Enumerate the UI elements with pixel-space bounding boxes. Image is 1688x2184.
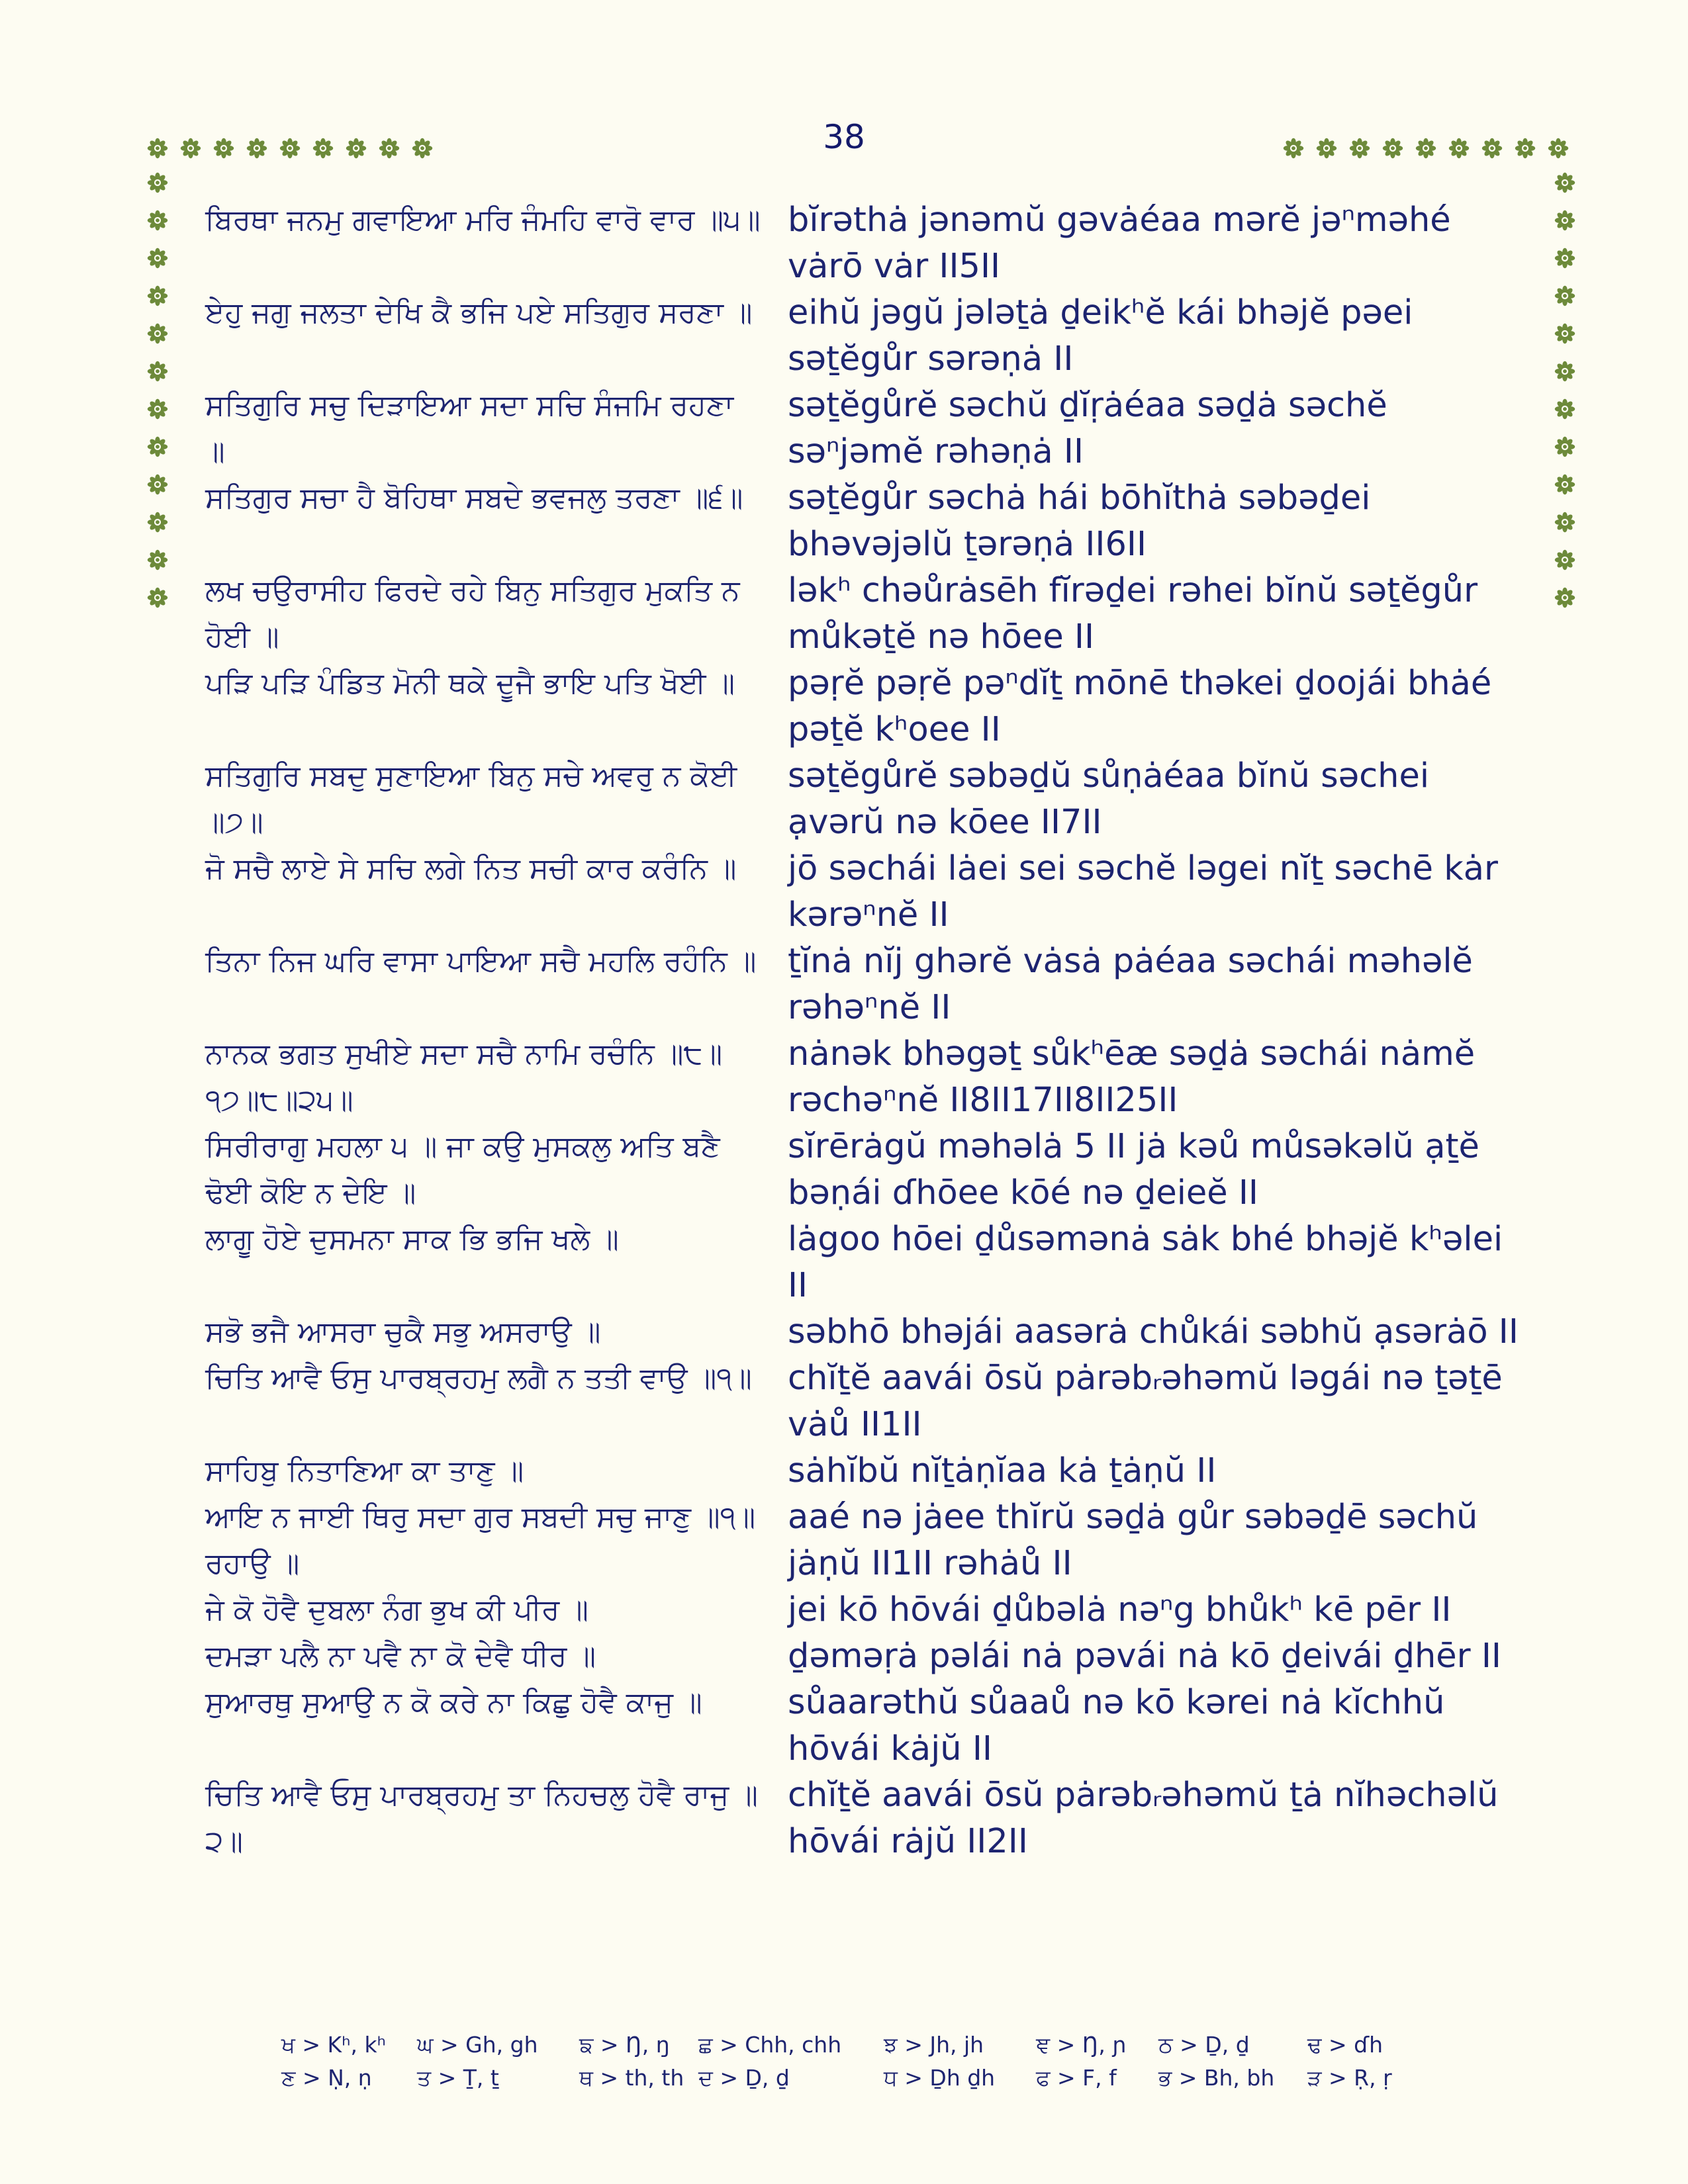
legend-entry: ਧ > Ḏh ḏh	[884, 2065, 996, 2091]
flower-ornament-icon	[1554, 323, 1575, 344]
gurmukhi-line: ਏਹੁ ਜਗੁ ਜਲਤਾ ਦੇਖਿ ਕੈ ਭਜਿ ਪਏ ਸਤਿਗੁਰ ਸਰਣਾ ॥	[205, 296, 753, 330]
flower-ornament-icon	[1548, 138, 1569, 159]
flower-ornament-icon	[1554, 210, 1575, 231]
gurmukhi-line: ਲਖ ਚਉਰਾਸੀਹ ਫਿਰਦੇ ਰਹੇ ਬਿਨੁ ਸਤਿਗੁਰ ਮੁਕਤਿ ਨ ਹੋਈ ॥	[205, 574, 740, 654]
transliteration-line: chĭṯĕ aavái ōsŭ pȧrəbᵣəhəmŭ ṯȧ nĭhəchəlŭ hōvái rȧjŭ II2II	[788, 1776, 1499, 1861]
gurmukhi-line: ਬਿਰਥਾ ਜਨਮੁ ਗਵਾਇਆ ਮਰਿ ਜੰਮਹਿ ਵਾਰੋ ਵਾਰ ॥੫॥	[205, 203, 761, 237]
transliteration-line: nȧnək bhəgəṯ sůkʰēæ səḏȧ səchái nȧmĕ rəchəⁿnĕ II8II17II8II25II	[788, 1034, 1476, 1120]
flower-ornament-icon	[147, 398, 168, 420]
transliteration-line: chĭṯĕ aavái ōsŭ pȧrəbᵣəhəmŭ ləgái nə ṯəṯē vȧů II1II	[788, 1359, 1503, 1444]
verse-row	[205, 383, 1523, 475]
gurmukhi-line: ਪੜਿ ਪੜਿ ਪੰਡਿਤ ਮੋਨੀ ਥਕੇ ਦੂਜੈ ਭਾਇ ਪਤਿ ਖੋਈ ॥	[205, 666, 735, 700]
verse-row	[205, 1031, 1523, 1124]
transliteration-line: səṯĕgůrĕ səchŭ ḏĭṛȧéaa səḏȧ səchĕ səⁿjəmĕ rəhəṇȧ II	[788, 386, 1387, 471]
gurmukhi-line: ਆਇ ਨ ਜਾਈ ਥਿਰੁ ਸਦਾ ਗੁਰ ਸਬਦੀ ਸਚੁ ਜਾਣੁ ॥੧॥ ਰਹਾਉ ॥	[205, 1500, 756, 1580]
ornament-border-top-right	[1283, 138, 1581, 161]
gurmukhi-line: ਨਾਨਕ ਭਗਤ ਸੁਖੀਏ ਸਦਾ ਸਚੈ ਨਾਮਿ ਰਚੰਨਿ ॥੮॥੧੭॥੮॥੨੫॥	[205, 1037, 723, 1117]
flower-ornament-icon	[312, 138, 334, 159]
ornament-border-right	[1554, 172, 1578, 625]
gurmukhi-line: ਸਤਿਗੁਰ ਸਚਾ ਹੈ ਬੋਹਿਥਾ ਸਬਦੇ ਭਵਜਲੁ ਤਰਣਾ ॥੬॥	[205, 481, 743, 515]
ornament-border-left	[147, 172, 171, 625]
verse-table	[205, 197, 1523, 1865]
transliteration-line: lȧgoo hōei ḏůsəmənȧ sȧk bhé bhəjĕ kʰəlei II	[788, 1220, 1503, 1305]
gurmukhi-line: ਸਭੋ ਭਜੈ ਆਸਰਾ ਚੁਕੈ ਸਭੁ ਅਸਰਾਉ ॥	[205, 1315, 601, 1349]
verse-row	[205, 475, 1523, 568]
gurmukhi-line: ਤਿਨਾ ਨਿਜ ਘਰਿ ਵਾਸਾ ਪਾਇਆ ਸਚੈ ਮਹਲਿ ਰਹੰਨਿ ॥	[205, 944, 757, 978]
flower-ornament-icon	[147, 587, 168, 608]
flower-ornament-icon	[147, 549, 168, 570]
flower-ornament-icon	[279, 138, 301, 159]
legend-entry: ਣ > Ṇ, ṇ	[281, 2065, 372, 2091]
verse-row	[205, 938, 1523, 1031]
page-number: 38	[823, 118, 865, 156]
legend-entry: ਞ > Ŋ, ɲ	[1036, 2032, 1127, 2058]
legend-row	[281, 2065, 1407, 2098]
verse-row	[205, 1772, 1523, 1865]
legend-entry: ਛ > Chh, chh	[698, 2032, 842, 2058]
transliteration-line: səṯĕgůrĕ səbəḏŭ sůṇȧéaa bĭnŭ səchei ạvərŭ nə kōee II7II	[788, 756, 1429, 842]
gurmukhi-line: ਜੋ ਸਚੈ ਲਾਏ ਸੇ ਸਚਿ ਲਗੇ ਨਿਤ ਸਚੀ ਕਾਰ ਕਰੰਨਿ ॥	[205, 852, 737, 886]
verse-row	[205, 1216, 1523, 1309]
flower-ornament-icon	[1415, 138, 1436, 159]
flower-ornament-icon	[1554, 398, 1575, 420]
transliteration-line: sȧhĭbŭ nĭṯȧṇĭaa kȧ ṯȧṇŭ II	[788, 1451, 1217, 1490]
flower-ornament-icon	[147, 436, 168, 457]
transliteration-legend	[281, 2032, 1407, 2098]
flower-ornament-icon	[346, 138, 367, 159]
flower-ornament-icon	[1481, 138, 1503, 159]
ornament-border-top-left	[147, 138, 445, 161]
legend-entry: ਤ > Ṯ, ṯ	[417, 2065, 499, 2091]
legend-entry: ਖ > Kʰ, kʰ	[281, 2032, 386, 2058]
flower-ornament-icon	[1349, 138, 1370, 159]
flower-ornament-icon	[147, 474, 168, 495]
flower-ornament-icon	[412, 138, 433, 159]
flower-ornament-icon	[1554, 248, 1575, 269]
flower-ornament-icon	[1316, 138, 1337, 159]
transliteration-line: aaé nə jȧee thĭrŭ səḏȧ gůr səbəḏē səchŭ jȧṇŭ II1II rəhȧů II	[788, 1498, 1478, 1583]
transliteration-line: ləkʰ chəůrȧsēh fĭrəḏei rəhei bĭnŭ səṯĕgůr můkəṯĕ nə hōee II	[788, 571, 1478, 657]
transliteration-line: jō səchái lȧei sei səchĕ ləgei nĭṯ səchē kȧr kərəⁿnĕ II	[788, 849, 1498, 934]
gurmukhi-line: ਲਾਗੂ ਹੋਏ ਦੁਸਮਨਾ ਸਾਕ ਭਿ ਭਜਿ ਖਲੇ ॥	[205, 1222, 619, 1256]
verse-row	[205, 1309, 1523, 1355]
flower-ornament-icon	[147, 248, 168, 269]
verse-row	[205, 1494, 1523, 1587]
transliteration-line: ḏəməṛȧ pəlái nȧ pəvái nȧ kō ḏeivái ḏhēr II	[788, 1637, 1501, 1676]
transliteration-line: pəṛĕ pəṛĕ pəⁿdĭṯ mōnē thəkei ḏoojái bhȧé pəṯĕ kʰoee II	[788, 664, 1492, 749]
verse-row	[205, 568, 1523, 660]
flower-ornament-icon	[147, 172, 168, 193]
flower-ornament-icon	[1554, 474, 1575, 495]
flower-ornament-icon	[1554, 361, 1575, 382]
gurmukhi-line: ਸੁਆਰਥੁ ਸੁਆਉ ਨ ਕੋ ਕਰੇ ਨਾ ਕਿਛੁ ਹੋਵੈ ਕਾਜੁ ॥	[205, 1686, 702, 1719]
legend-entry: ੜ > Ṛ, ṛ	[1307, 2065, 1392, 2091]
transliteration-line: jei kō hōvái ḏůbəlȧ nəⁿg bhůkʰ kē pēr II	[788, 1590, 1452, 1629]
flower-ornament-icon	[147, 210, 168, 231]
gurmukhi-line: ਸਿਰੀਰਾਗੁ ਮਹਲਾ ੫ ॥ ਜਾ ਕਉ ਮੁਸਕਲੁ ਅਤਿ ਬਣੈ ਢੋਈ ਕੋਇ ਨ ਦੇਇ ॥	[205, 1130, 720, 1210]
gurmukhi-line: ਦਮੜਾ ਪਲੈ ਨਾ ਪਵੈ ਨਾ ਕੋ ਦੇਵੈ ਧੀਰ ॥	[205, 1639, 596, 1673]
flower-ornament-icon	[1554, 587, 1575, 608]
verse-row	[205, 290, 1523, 383]
flower-ornament-icon	[147, 323, 168, 344]
verse-row	[205, 1355, 1523, 1448]
flower-ornament-icon	[1448, 138, 1470, 159]
legend-entry: ਝ > Jh, jh	[884, 2032, 984, 2058]
legend-entry: ਥ > th, th	[579, 2065, 684, 2091]
flower-ornament-icon	[147, 138, 168, 159]
flower-ornament-icon	[147, 285, 168, 306]
transliteration-line: bĭrəthȧ jənəmŭ gəvȧéaa mərĕ jəⁿməhé vȧrō vȧr II5II	[788, 201, 1451, 286]
gurmukhi-line: ਸਤਿਗੁਰਿ ਸਚੁ ਦਿੜਾਇਆ ਸਦਾ ਸਚਿ ਸੰਜਮਿ ਰਹਣਾ ॥	[205, 388, 734, 469]
transliteration-line: eihŭ jəgŭ jələṯȧ ḏeikʰĕ kái bhəjĕ pəei səṯĕgůr sərəṇȧ II	[788, 293, 1413, 379]
legend-entry: ਭ > Bh, bh	[1158, 2065, 1275, 2091]
verse-row	[205, 1680, 1523, 1772]
verse-row	[205, 197, 1523, 290]
flower-ornament-icon	[180, 138, 201, 159]
flower-ornament-icon	[246, 138, 267, 159]
flower-ornament-icon	[1554, 285, 1575, 306]
transliteration-line: ṯĭnȧ nĭj ghərĕ vȧsȧ pȧéaa səchái məhəlĕ rəhəⁿnĕ II	[788, 942, 1473, 1027]
gurmukhi-line: ਚਿਤਿ ਆਵੈ ਓਸੁ ਪਾਰਬ੍ਰਹਮੁ ਲਗੈ ਨ ਤਤੀ ਵਾਉ ॥੧॥	[205, 1361, 752, 1395]
legend-entry: ਦ > Ḏ, ḏ	[698, 2065, 790, 2091]
flower-ornament-icon	[147, 361, 168, 382]
gurmukhi-line: ਸਤਿਗੁਰਿ ਸਬਦੁ ਸੁਣਾਇਆ ਬਿਨੁ ਸਚੇ ਅਵਰੁ ਨ ਕੋਈ ॥੭॥	[205, 759, 737, 839]
verse-row	[205, 660, 1523, 753]
gurmukhi-line: ਸਾਹਿਬੁ ਨਿਤਾਣਿਆ ਕਾ ਤਾਣੁ ॥	[205, 1454, 524, 1488]
legend-entry: ਫ > F, f	[1036, 2065, 1117, 2091]
verse-row	[205, 753, 1523, 846]
verse-row	[205, 1587, 1523, 1633]
legend-entry: ਢ > ɗh	[1307, 2032, 1383, 2058]
transliteration-line: səṯĕgůr səchȧ hái bōhĭthȧ səbəḏei bhəvəjəlŭ ṯərəṇȧ II6II	[788, 478, 1371, 564]
flower-ornament-icon	[1515, 138, 1536, 159]
transliteration-line: sĭrērȧgŭ məhəlȧ 5 II jȧ kəů můsəkəlŭ ạṯĕ bəṇái ɗhōee kōé nə ḏeieĕ II	[788, 1127, 1479, 1212]
flower-ornament-icon	[1554, 549, 1575, 570]
legend-entry: ਠ > Ḏ, ḏ	[1158, 2032, 1250, 2058]
flower-ornament-icon	[1554, 436, 1575, 457]
gurmukhi-line: ਜੇ ਕੋ ਹੋਵੈ ਦੁਬਲਾ ਨੰਗ ਭੁਖ ਕੀ ਪੀਰ ॥	[205, 1593, 588, 1627]
gurmukhi-line: ਚਿਤਿ ਆਵੈ ਓਸੁ ਪਾਰਬ੍ਰਹਮੁ ਤਾ ਨਿਹਚਲੁ ਹੋਵੈ ਰਾਜੁ ॥੨॥	[205, 1778, 758, 1858]
flower-ornament-icon	[1283, 138, 1304, 159]
legend-entry: ਙ > Ŋ, ŋ	[579, 2032, 670, 2058]
flower-ornament-icon	[1382, 138, 1403, 159]
verse-row	[205, 846, 1523, 938]
transliteration-line: səbhō bhəjái aasərȧ chůkái səbhŭ ạsərȧō II	[788, 1312, 1519, 1351]
flower-ornament-icon	[1554, 512, 1575, 533]
flower-ornament-icon	[1554, 172, 1575, 193]
verse-row	[205, 1633, 1523, 1680]
verse-row	[205, 1124, 1523, 1216]
transliteration-line: sůaarəthŭ sůaaů nə kō kərei nȧ kĭchhŭ hōvái kȧjŭ II	[788, 1683, 1445, 1768]
legend-row	[281, 2032, 1407, 2065]
legend-entry: ਘ > Gh, gh	[417, 2032, 538, 2058]
verse-row	[205, 1448, 1523, 1494]
flower-ornament-icon	[213, 138, 234, 159]
flower-ornament-icon	[379, 138, 400, 159]
flower-ornament-icon	[147, 512, 168, 533]
